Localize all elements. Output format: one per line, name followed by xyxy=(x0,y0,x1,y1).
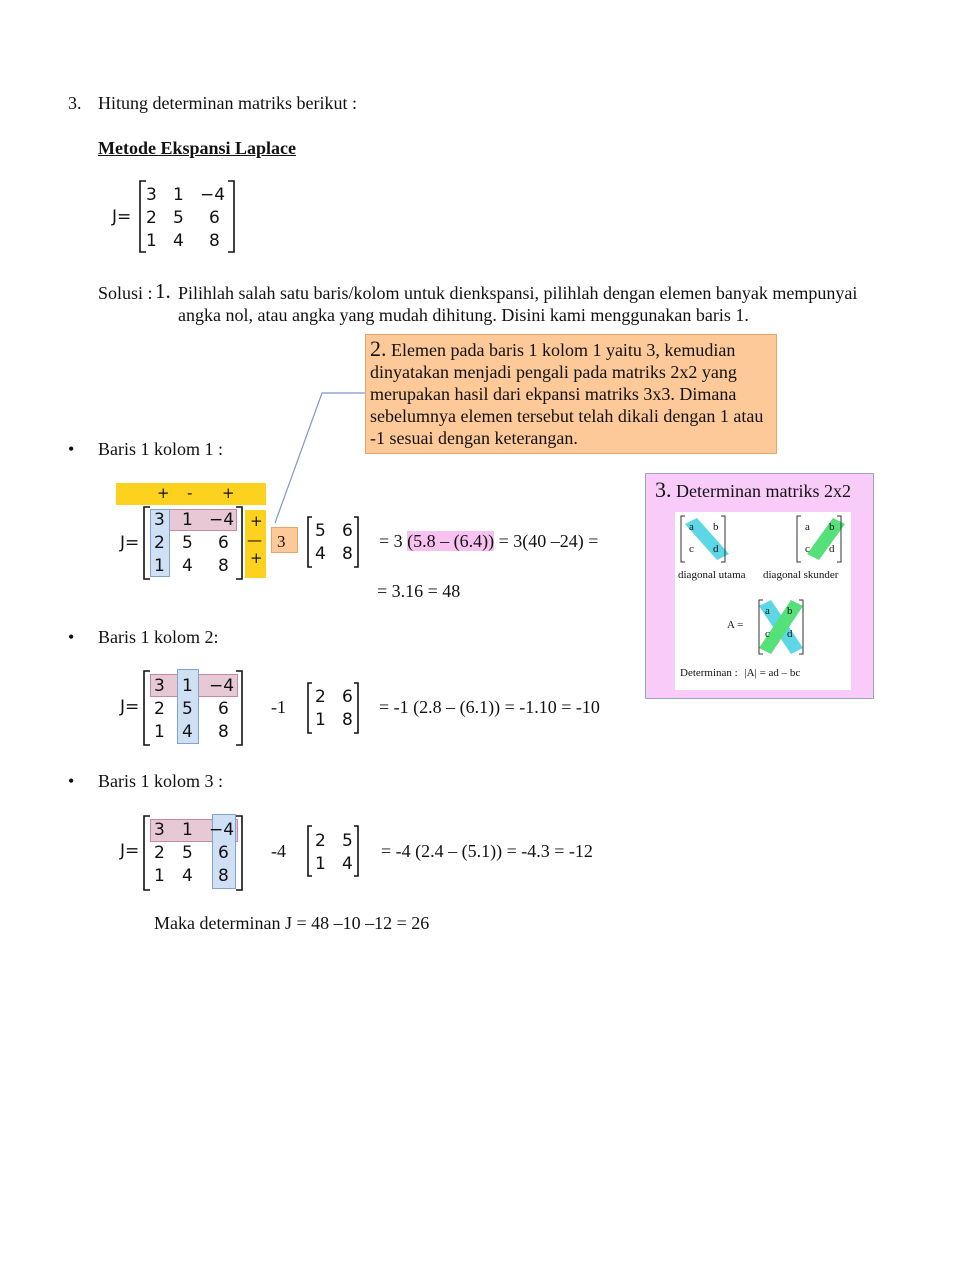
minor-cell: 4 xyxy=(315,544,326,564)
step1-line2: angka nol, atau angka yang mudah dihitung. Disini kami menggunakan baris 1. xyxy=(178,305,749,325)
letter-b: b xyxy=(829,521,835,533)
sign-plus: + xyxy=(157,484,170,502)
section1-multiplier: 3 xyxy=(277,532,286,551)
note3-number: 3. xyxy=(655,477,672,502)
matrix-cell: 6 xyxy=(218,843,229,863)
matrix-cell: −4 xyxy=(209,510,235,530)
callout-connector xyxy=(270,380,370,530)
determinant-formula: = ad – bc xyxy=(759,667,801,679)
matrix-cell: 3 xyxy=(154,510,165,530)
minor-cell: 2 xyxy=(315,687,326,707)
matrix-cell: 1 xyxy=(182,676,193,696)
matrix-cell: 2 xyxy=(146,208,157,228)
matrix-cell: 4 xyxy=(182,866,193,886)
matrix-label: J= xyxy=(120,697,140,717)
letter-a: a xyxy=(765,605,770,617)
eq-highlight: (5.8 – (6.4)) xyxy=(407,531,495,551)
matrix-label: J= xyxy=(112,207,132,227)
matrix-cell: 3 xyxy=(146,185,157,205)
minor-cell: 5 xyxy=(342,831,353,851)
note2-number: 2. xyxy=(370,336,387,361)
matrix-cell: 1 xyxy=(182,820,193,840)
minor-cell: 1 xyxy=(315,710,326,730)
letter-a: a xyxy=(689,521,694,533)
letter-d: d xyxy=(713,543,719,555)
matrix-cell: 8 xyxy=(209,231,220,251)
note3-title: Determinan matriks 2x2 xyxy=(676,481,851,501)
section2-equation: = -1 (2.8 – (6.1)) = -1.10 = -10 xyxy=(379,697,600,717)
diagonal-main-label: diagonal utama xyxy=(678,569,746,581)
minor-cell: 4 xyxy=(342,854,353,874)
determinant-2x2-box xyxy=(645,473,874,699)
solution-label: Solusi : xyxy=(98,283,153,303)
sign-plus: + xyxy=(250,549,263,567)
matrix-a-label: A = xyxy=(727,619,744,631)
sign-plus: + xyxy=(250,512,263,530)
matrix-cell: −4 xyxy=(200,185,226,205)
section3-multiplier: -4 xyxy=(271,841,286,861)
minor-cell: 2 xyxy=(315,831,326,851)
matrix-cell: 5 xyxy=(182,699,193,719)
matrix-cell: 1 xyxy=(154,722,165,742)
section1-label: Baris 1 kolom 1 : xyxy=(98,439,223,459)
matrix-cell: 5 xyxy=(182,533,193,553)
matrix-cell: 3 xyxy=(154,676,165,696)
letter-d: d xyxy=(829,543,835,555)
sign-minus: — xyxy=(247,531,262,549)
section1-result: = 3.16 = 48 xyxy=(377,581,461,601)
step1-number: 1. xyxy=(155,279,171,303)
section1-equation xyxy=(379,532,598,550)
sign-plus: + xyxy=(222,484,235,502)
bullet: • xyxy=(68,771,75,791)
matrix-label: J= xyxy=(120,533,140,553)
method-title: Metode Ekspansi Laplace xyxy=(98,138,297,158)
diagonal-diagram xyxy=(675,512,851,690)
conclusion: Maka determinan J = 48 –10 –12 = 26 xyxy=(154,913,430,933)
matrix-cell: 3 xyxy=(154,820,165,840)
determinant-label: Determinan : xyxy=(680,667,738,679)
matrix-label: J= xyxy=(120,841,140,861)
matrix-cell: 8 xyxy=(218,866,229,886)
minor-cell: 1 xyxy=(315,854,326,874)
matrix-cell: 5 xyxy=(182,843,193,863)
minor-cell: 6 xyxy=(342,521,353,541)
section2-multiplier: -1 xyxy=(271,697,286,717)
bullet: • xyxy=(68,627,75,647)
matrix-cell: 6 xyxy=(218,533,229,553)
letter-b: b xyxy=(713,521,719,533)
letter-c: c xyxy=(689,543,694,555)
question-text: Hitung determinan matriks berikut : xyxy=(98,93,357,113)
sign-minus: - xyxy=(187,484,193,502)
eq-post: = 3(40 –24) = xyxy=(494,531,599,551)
matrix-cell: 6 xyxy=(218,699,229,719)
determinant-abs: |A| xyxy=(744,667,757,679)
determinant-illustration xyxy=(675,512,851,690)
step1-line1: Pilihlah salah satu baris/kolom untuk dienkspansi, pilihlah dengan elemen banyak mempunyai xyxy=(178,283,858,303)
letter-b: b xyxy=(787,605,793,617)
question-number: 3. xyxy=(68,93,82,113)
letter-d: d xyxy=(787,628,793,640)
matrix-cell: 8 xyxy=(218,722,229,742)
matrix-cell: 5 xyxy=(173,208,184,228)
letter-c: c xyxy=(805,543,810,555)
minor-cell: 6 xyxy=(342,687,353,707)
diagonal-secondary-label: diagonal skunder xyxy=(763,569,839,581)
callout-note-2 xyxy=(365,334,777,454)
matrix-cell: 2 xyxy=(154,699,165,719)
minor-cell: 5 xyxy=(315,521,326,541)
eq-pre: = 3 xyxy=(379,531,408,551)
matrix-cell: −4 xyxy=(209,820,235,840)
bullet: • xyxy=(68,439,75,459)
matrix-cell: 4 xyxy=(173,231,184,251)
minor-cell: 8 xyxy=(342,544,353,564)
matrix-cell: −4 xyxy=(209,676,235,696)
matrix-cell: 8 xyxy=(218,556,229,576)
matrix-cell: 1 xyxy=(146,231,157,251)
letter-a: a xyxy=(805,521,810,533)
matrix-cell: 1 xyxy=(154,556,165,576)
matrix-cell: 4 xyxy=(182,722,193,742)
matrix-cell: 1 xyxy=(173,185,184,205)
section3-equation: = -4 (2.4 – (5.1)) = -4.3 = -12 xyxy=(381,841,593,861)
matrix-cell: 1 xyxy=(182,510,193,530)
section3-label: Baris 1 kolom 3 : xyxy=(98,771,223,791)
minor-cell: 8 xyxy=(342,710,353,730)
matrix-cell: 6 xyxy=(209,208,220,228)
matrix-cell: 4 xyxy=(182,556,193,576)
matrix-cell: 2 xyxy=(154,533,165,553)
matrix-cell: 1 xyxy=(154,866,165,886)
matrix-cell: 2 xyxy=(154,843,165,863)
section2-label: Baris 1 kolom 2: xyxy=(98,627,219,647)
note2-text: Elemen pada baris 1 kolom 1 yaitu 3, kemudian dinyatakan menjadi pengali pada matriks 2x2 yang merupakan hasil dari ekpansi matriks 3x3. Dimana sebelumnya elemen tersebut telah dikali dengan 1 atau -1 sesuai dengan keterangan. xyxy=(370,340,764,448)
letter-c: c xyxy=(765,628,770,640)
